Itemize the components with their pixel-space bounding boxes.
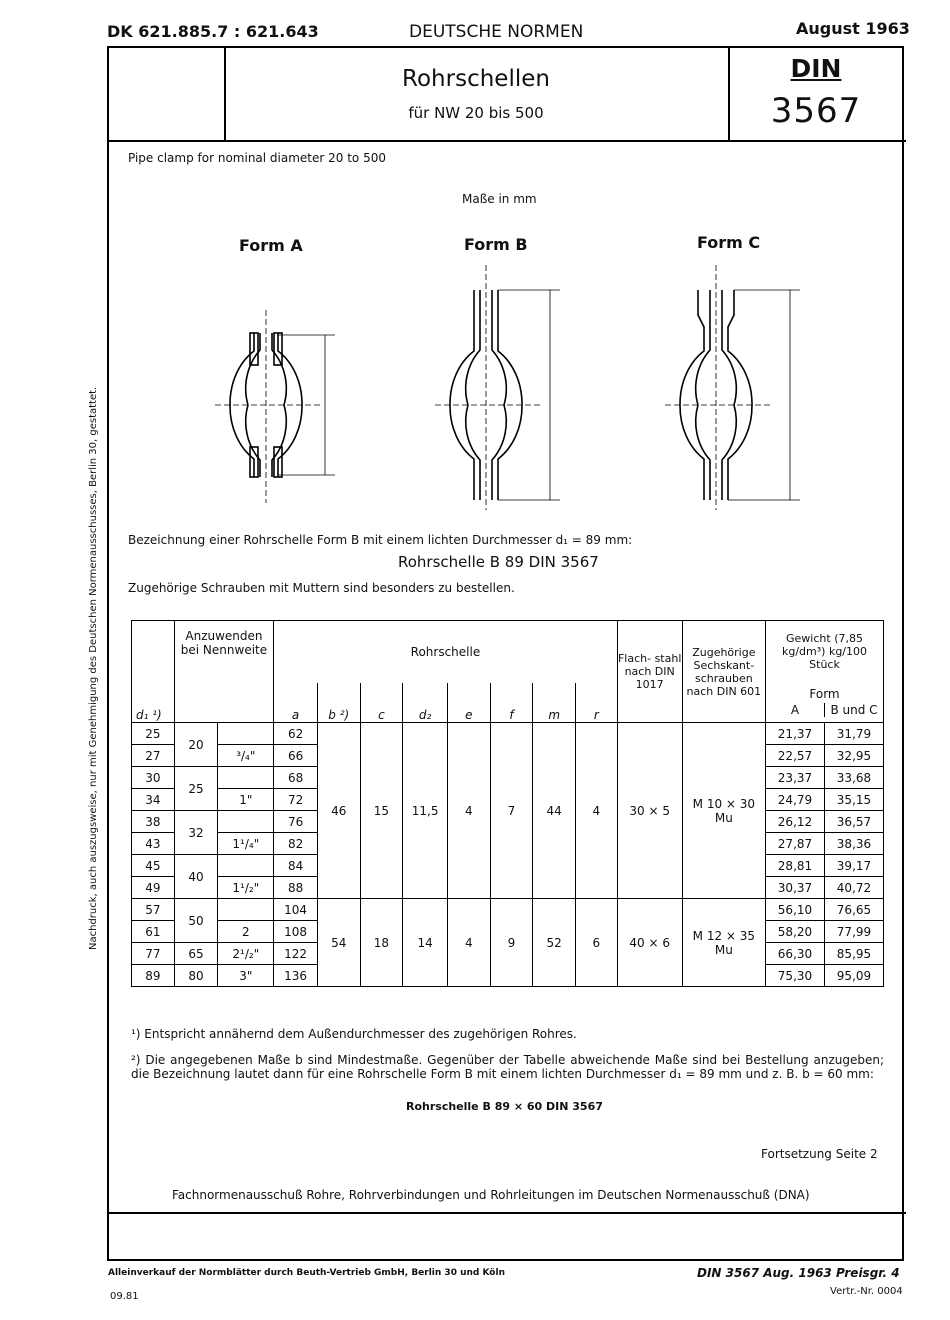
- table-cell: 45: [132, 855, 175, 877]
- th-b: b ²): [317, 683, 360, 723]
- table-cell: 9: [490, 899, 533, 987]
- form-b-label: Form B: [464, 235, 528, 254]
- th-e: e: [447, 683, 490, 723]
- table-cell: 24,79: [766, 789, 825, 811]
- table-cell: 57: [132, 899, 175, 921]
- table-cell: 1¹/₂": [218, 877, 274, 899]
- issue-date: August 1963: [796, 19, 910, 38]
- table-cell: 89: [132, 965, 175, 987]
- table-cell: 32,95: [824, 745, 883, 767]
- din-number: 3567: [770, 91, 862, 131]
- th-a: a: [274, 683, 318, 723]
- form-c-drawing: [665, 265, 800, 510]
- th-form: Form: [809, 687, 840, 702]
- table-cell: 31,79: [824, 723, 883, 745]
- table-cell: 40 × 6: [617, 899, 682, 987]
- table-cell: 35,15: [824, 789, 883, 811]
- table-cell: 77,99: [824, 921, 883, 943]
- table-cell: 30,37: [766, 877, 825, 899]
- table-cell: 28,81: [766, 855, 825, 877]
- th-c: c: [360, 683, 403, 723]
- table-cell: 75,30: [766, 965, 825, 987]
- table-cell: 52: [533, 899, 576, 987]
- document-title: Rohrschellen: [402, 66, 550, 92]
- th-r: r: [576, 683, 618, 723]
- table-cell: 95,09: [824, 965, 883, 987]
- table-cell: 4: [576, 723, 618, 899]
- table-cell: 32: [174, 811, 218, 855]
- designation-example: Rohrschelle B 89 DIN 3567: [398, 553, 599, 571]
- table-cell: 27: [132, 745, 175, 767]
- form-a-drawing: [215, 310, 335, 503]
- table-cell: 21,37: [766, 723, 825, 745]
- footnote-2: ²) Die angegebenen Maße b sind Mindestmaße. Gegenüber der Tabelle abweichende Maße sind bei Bestellung anzugeben; die Bezeichnung lautet dann für eine Rohrschelle Form B mit einem lichten Durchmesser d₁ = 89 mm und z. B. b = 60 mm:: [131, 1053, 884, 1081]
- table-cell: 104: [274, 899, 318, 921]
- th-gewicht: Gewicht (7,85 kg/dm³) kg/100 Stück: [766, 621, 884, 683]
- series-title: DEUTSCHE NORMEN: [409, 22, 584, 42]
- table-cell: 2: [218, 921, 274, 943]
- din-label: DIN: [790, 54, 842, 83]
- th-m: m: [533, 683, 576, 723]
- table-cell: 30 × 5: [617, 723, 682, 899]
- table-cell: 43: [132, 833, 175, 855]
- table-cell: 3": [218, 965, 274, 987]
- table-cell: 38: [132, 811, 175, 833]
- table-cell: 26,12: [766, 811, 825, 833]
- th-rohrschelle: Rohrschelle: [274, 621, 617, 683]
- table-cell: 40,72: [824, 877, 883, 899]
- table-cell: 68: [274, 767, 318, 789]
- table-cell: 72: [274, 789, 318, 811]
- table-cell: 76: [274, 811, 318, 833]
- th-anzuwenden: Anzuwenden bei Nennweite: [174, 621, 274, 723]
- table-cell: 25: [174, 767, 218, 811]
- table-cell: 66,30: [766, 943, 825, 965]
- table-cell: 88: [274, 877, 318, 899]
- table-cell: 33,68: [824, 767, 883, 789]
- footer-left: Alleinverkauf der Normblätter durch Beuth-Vertrieb GmbH, Berlin 30 und Köln: [108, 1268, 505, 1278]
- table-cell: 46: [317, 723, 360, 899]
- english-title: Pipe clamp for nominal diameter 20 to 500: [128, 151, 386, 165]
- table-cell: 85,95: [824, 943, 883, 965]
- designation-intro: Bezeichnung einer Rohrschelle Form B mit einem lichten Durchmesser d₁ = 89 mm:: [128, 533, 633, 547]
- table-cell: 49: [132, 877, 175, 899]
- table-cell: 25: [132, 723, 175, 745]
- form-a-label: Form A: [239, 236, 303, 255]
- table-cell: 80: [174, 965, 218, 987]
- table-cell: 108: [274, 921, 318, 943]
- table-cell: 14: [403, 899, 448, 987]
- table-cell: ³/₄": [218, 745, 274, 767]
- th-f: f: [490, 683, 533, 723]
- table-cell: 40: [174, 855, 218, 899]
- committee: Fachnormenausschuß Rohre, Rohrverbindungen und Rohrleitungen im Deutschen Normenausschuß (DNA): [172, 1188, 810, 1202]
- table-cell: 4: [447, 899, 490, 987]
- table-cell: 27,87: [766, 833, 825, 855]
- th-d2: d₂: [403, 683, 448, 723]
- reprint-note: Nachdruck, auch auszugsweise, nur mit Genehmigung des Deutschen Normenausschusses, Berlin 30, gestattet.: [88, 386, 99, 950]
- table-cell: 65: [174, 943, 218, 965]
- footnote-1: ¹) Entspricht annähernd dem Außendurchmesser des zugehörigen Rohres.: [131, 1027, 577, 1041]
- table-cell: 20: [174, 723, 218, 767]
- table-cell: 61: [132, 921, 175, 943]
- footer-right: DIN 3567 Aug. 1963 Preisgr. 4: [697, 1266, 900, 1280]
- table-cell: 36,57: [824, 811, 883, 833]
- form-c-label: Form C: [697, 233, 761, 252]
- th-d1: d₁ ¹): [132, 621, 175, 723]
- table-cell: 23,37: [766, 767, 825, 789]
- document-subtitle: für NW 20 bis 500: [408, 104, 544, 122]
- table-cell: 15: [360, 723, 403, 899]
- table-cell: 82: [274, 833, 318, 855]
- dk-number: DK 621.885.7 : 621.643: [107, 22, 319, 41]
- footer-code-left: 09.81: [110, 1291, 139, 1302]
- table-cell: 56,10: [766, 899, 825, 921]
- footnote-2-example: Rohrschelle B 89 × 60 DIN 3567: [406, 1100, 603, 1113]
- table-cell: 34: [132, 789, 175, 811]
- th-form-a: A: [766, 703, 825, 717]
- th-schrauben: Zugehörige Sechskant- schrauben nach DIN 601: [682, 621, 765, 723]
- table-cell: 62: [274, 723, 318, 745]
- table-cell: 39,17: [824, 855, 883, 877]
- table-cell: 76,65: [824, 899, 883, 921]
- table-cell: 44: [533, 723, 576, 899]
- table-cell: 58,20: [766, 921, 825, 943]
- table-cell: 38,36: [824, 833, 883, 855]
- clamp-drawings: [190, 255, 850, 525]
- table-cell: 84: [274, 855, 318, 877]
- table-cell: 1": [218, 789, 274, 811]
- table-cell: 4: [447, 723, 490, 899]
- table-cell: M 12 × 35 Mu: [682, 899, 765, 987]
- th-flachstahl: Flach- stahl nach DIN 1017: [617, 621, 682, 723]
- table-cell: 66: [274, 745, 318, 767]
- units-note: Maße in mm: [462, 192, 537, 206]
- continuation-note: Fortsetzung Seite 2: [761, 1147, 878, 1161]
- th-form-bc: B und C: [830, 703, 878, 718]
- table-cell: 30: [132, 767, 175, 789]
- table-cell: 122: [274, 943, 318, 965]
- table-cell: M 10 × 30 Mu: [682, 723, 765, 899]
- dimension-table: [131, 620, 884, 987]
- table-cell: 136: [274, 965, 318, 987]
- table-cell: 18: [360, 899, 403, 987]
- screws-note: Zugehörige Schrauben mit Muttern sind besonders zu bestellen.: [128, 581, 515, 595]
- table-cell: 54: [317, 899, 360, 987]
- form-b-drawing: [435, 265, 560, 510]
- table-cell: 7: [490, 723, 533, 899]
- table-cell: 1¹/₄": [218, 833, 274, 855]
- table-cell: 22,57: [766, 745, 825, 767]
- table-cell: 50: [174, 899, 218, 943]
- table-cell: 11,5: [403, 723, 448, 899]
- table-cell: 6: [576, 899, 618, 987]
- table-cell: 2¹/₂": [218, 943, 274, 965]
- footer-code-right: Vertr.-Nr. 0004: [830, 1286, 903, 1297]
- table-cell: 77: [132, 943, 175, 965]
